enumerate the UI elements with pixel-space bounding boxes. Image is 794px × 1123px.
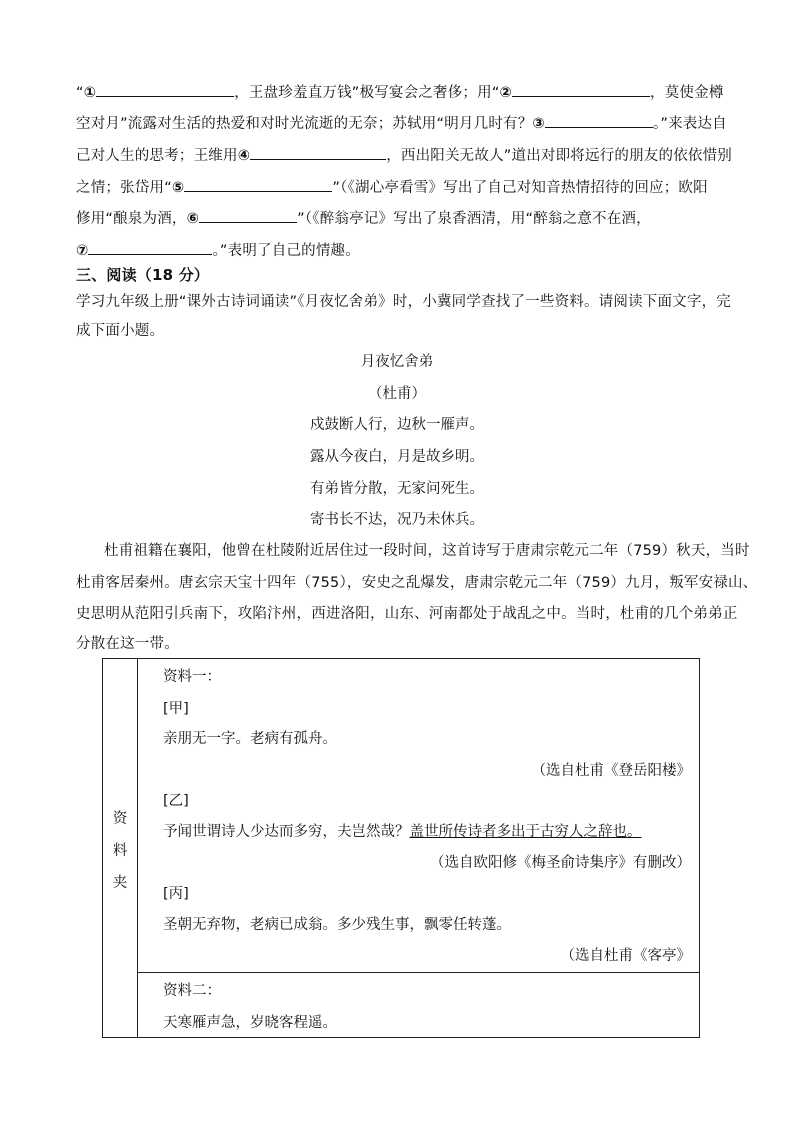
yi-text: 予闻世谓诗人少达而多穷，夫岂然哉？盖世所传诗者多出于古穷人之辞也。: [163, 824, 642, 840]
poem-line-4: 寄书长不达，况乃未休兵。: [310, 512, 484, 528]
background-line-2: 杜甫客居秦州。唐玄宗天宝十四年（755），安史之乱爆发，唐肃宗乾元二年（759）九月，叛军安禄山、: [76, 575, 758, 591]
section-intro-line-1: 学习九年级上册“课外古诗词诵读”《月夜忆舍弟》时，小冀同学查找了一些资料。请阅读下面文字，完: [76, 294, 731, 310]
answer-blank-6[interactable]: [199, 207, 297, 223]
yi-tag: [乙]: [163, 793, 189, 809]
poem-line-3: 有弟皆分散，无家问死生。: [310, 481, 484, 497]
materials-label-char-3: 夹: [112, 875, 128, 891]
blank-number-7: ⑦: [76, 243, 89, 259]
fill-line-2: 空对月”流露对生活的热爱和对时光流逝的无奈；苏轼用“明月几时有？③ 。”来表达自: [76, 112, 727, 134]
answer-blank-4[interactable]: [250, 144, 386, 160]
fill-line-5: 修用“酿泉为酒，⑥ ”（《醉翁亭记》写出了泉香酒清，用“醉翁之意不在酒，: [76, 207, 651, 229]
yi-underlined-sentence: 盖世所传诗者多出于古穷人之辞也。: [409, 824, 642, 840]
bing-source: （选自杜甫《客亭》: [560, 948, 691, 964]
background-line-4: 分散在这一带。: [76, 636, 179, 652]
answer-blank-7[interactable]: [88, 239, 212, 255]
material-1-title: 资料一：: [163, 669, 221, 685]
poem-author: （杜甫）: [368, 386, 426, 402]
blank-number-4: ④: [237, 148, 251, 164]
section-intro-line-2: 成下面小题。: [76, 323, 165, 339]
materials-label-char-2: 料: [112, 843, 128, 859]
materials-label-column: [103, 659, 138, 1037]
background-line-1: 杜甫祖籍在襄阳，他曾在杜陵附近居住过一段时间，这首诗写于唐肃宗乾元二年（759）秋天，当时: [104, 543, 750, 559]
materials-label-char-1: 资: [112, 811, 128, 827]
jia-tag: [甲]: [163, 701, 189, 717]
materials-table: [102, 658, 700, 1038]
fill-line-3: 己对人生的思考；王维用④ ，西出阳关无故人”道出对即将远行的朋友的依依惜别: [76, 144, 732, 166]
poem-line-1: 戍鼓断人行，边秋一雁声。: [310, 417, 484, 433]
blank-number-3: ③: [532, 116, 545, 132]
yi-source: （选自欧阳修《梅圣俞诗集序》有删改）: [430, 855, 691, 871]
section-title: 三、阅读（18 分）: [76, 266, 210, 284]
bing-tag: [丙]: [163, 886, 189, 902]
fill-line-4: 之情；张岱用“⑤ ”（《湖心亭看雪》写出了自己对知音热情招待的回应；欧阳: [76, 176, 708, 198]
blank-number-1: ①: [83, 85, 97, 101]
fill-line-6: ⑦ 。”表明了自己的情趣。: [76, 239, 360, 261]
bing-text: 圣朝无弃物，老病已成翁。多少残生事，飘零任转蓬。: [163, 917, 511, 933]
answer-blank-2[interactable]: [512, 81, 650, 97]
poem-line-2: 露从今夜白，月是故乡明。: [310, 449, 484, 465]
material-2-title: 资料二：: [163, 983, 221, 999]
materials-divider: [137, 972, 699, 973]
jia-source: （选自杜甫《登岳阳楼》: [531, 763, 691, 779]
poem-title: 月夜忆舍弟: [360, 354, 434, 370]
blank-number-5: ⑤: [171, 180, 185, 196]
answer-blank-3[interactable]: [545, 112, 653, 128]
answer-blank-1[interactable]: [96, 81, 234, 97]
jia-text: 亲朋无一字。老病有孤舟。: [163, 731, 337, 747]
fill-line-1: “① ，王盘珍羞直万钱”极写宴会之奢侈；用“② ，莫使金樽: [76, 81, 724, 103]
blank-number-6: ⑥: [186, 211, 200, 227]
background-line-3: 史思明从范阳引兵南下，攻陷汴州，西进洛阳，山东、河南都处于战乱之中。当时，杜甫的几个弟弟正: [76, 606, 738, 622]
blank-number-2: ②: [499, 85, 513, 101]
answer-blank-5[interactable]: [184, 176, 332, 192]
material-2-text: 天寒雁声急，岁晓客程遥。: [163, 1015, 337, 1031]
